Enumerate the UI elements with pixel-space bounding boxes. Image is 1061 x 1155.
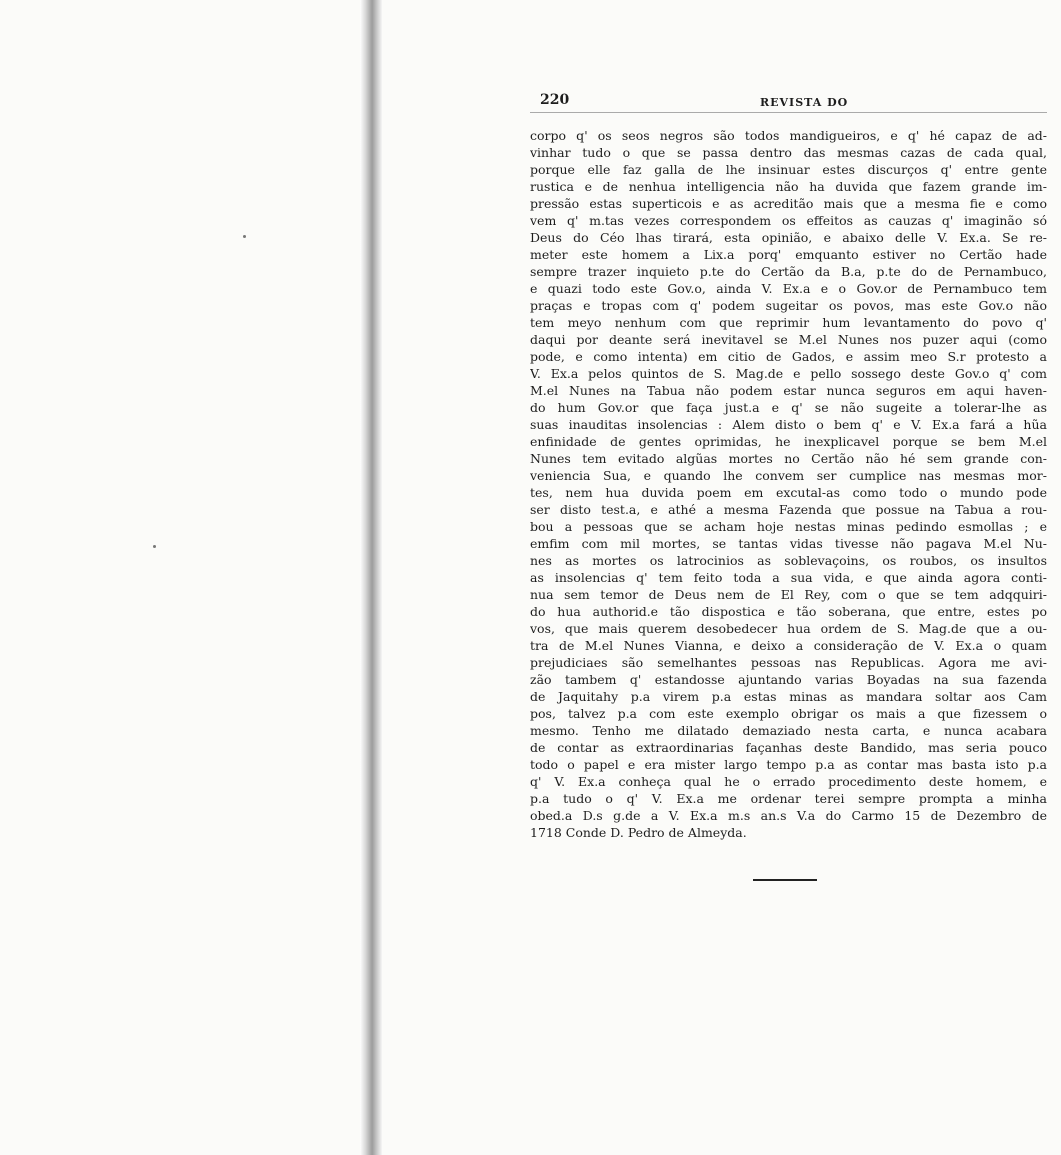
paper-speck [153,545,156,548]
text-line: V. Ex.a pelos quintos de S. Mag.de e pello sossego deste Gov.o q' com [530,366,1047,381]
text-line: e quazi todo este Gov.o, ainda V. Ex.a e o Gov.or de Pernambuco tem [530,281,1047,296]
text-line: pode, e como intenta) em citio de Gados, e assim meo S.r protesto a [530,349,1047,364]
text-line: Nunes tem evitado algũas mortes no Certão não hé sem grande con- [530,451,1047,466]
text-line: suas inauditas insolencias : Alem disto o bem q' e V. Ex.a fará a hũa [530,417,1047,432]
text-line: obed.a D.s g.de a V. Ex.a m.s an.s V.a do Carmo 15 de Dezembro de [530,808,1047,823]
text-line: emfim com mil mortes, se tantas vidas tivesse não pagava M.el Nu- [530,536,1047,551]
text-line: enfinidade de gentes oprimidas, he inexplicavel porque se bem M.el [530,434,1047,449]
text-line: bou a pessoas que se acham hoje nestas minas pedindo esmollas ; e [530,519,1047,534]
text-line: veniencia Sua, e quando lhe convem ser cumplice nas mesmas mor- [530,468,1047,483]
text-line: daqui por deante será inevitavel se M.el Nunes nos puzer aqui (como [530,332,1047,347]
text-line: rustica e de nenhua intelligencia não ha duvida que fazem grande im- [530,179,1047,194]
text-line: M.el Nunes na Tabua não podem estar nunca seguros em aqui haven- [530,383,1047,398]
text-line: todo o papel e era mister largo tempo p.a as contar mas basta isto p.a [530,757,1047,772]
text-line: porque elle faz galla de lhe insinuar estes discurços q' entre gente [530,162,1047,177]
running-head-title: REVISTA DO [760,96,849,109]
text-line: praças e tropas com q' podem sugeitar os povos, mas este Gov.o não [530,298,1047,313]
text-line: tes, nem hua duvida poem em excutal-as como todo o mundo pode [530,485,1047,500]
text-line: tra de M.el Nunes Vianna, e deixo a consideração de V. Ex.a o quam [530,638,1047,653]
text-line: pressão estas superticois e as acreditão mais que a mesma fie e como [530,196,1047,211]
text-line: vem q' m.tas vezes correspondem os effeitos as cauzas q' imaginão só [530,213,1047,228]
text-line: nua sem temor de Deus nem de El Rey, com o que se tem adqquiri- [530,587,1047,602]
text-line: de Jaquitahy p.a virem p.a estas minas as mandara soltar aos Cam [530,689,1047,704]
text-line: 1718 Conde D. Pedro de Almeyda. [530,825,747,840]
text-line: sempre trazer inquieto p.te do Certão da B.a, p.te do de Pernambuco, [530,264,1047,279]
text-line: q' V. Ex.a conheça qual he o errado procedimento deste homem, e [530,774,1047,789]
page-number: 220 [540,92,570,108]
text-line: prejudiciaes são semelhantes pessoas nas Republicas. Agora me avi- [530,655,1047,670]
text-line: do hum Gov.or que faça just.a e q' se não sugeite a tolerar-lhe as [530,400,1047,415]
book-gutter [360,0,382,1155]
closing-rule [753,879,817,881]
text-line: meter este homem a Lix.a porq' emquanto estiver no Certão hade [530,247,1047,262]
running-head [530,86,1047,113]
text-line: vos, que mais querem desobedecer hua ordem de S. Mag.de que a ou- [530,621,1047,636]
text-line: de contar as extraordinarias façanhas deste Bandido, mas seria pouco [530,740,1047,755]
document-page [530,86,1047,881]
text-line: p.a tudo o q' V. Ex.a me ordenar terei sempre prompta a minha [530,791,1047,806]
letter-body [530,127,1047,841]
text-line: ser disto test.a, e athé a mesma Fazenda que possue na Tabua a rou- [530,502,1047,517]
text-line: vinhar tudo o que se passa dentro das mesmas cazas de cada qual, [530,145,1047,160]
text-line: pos, talvez p.a com este exemplo obrigar os mais a que fizessem o [530,706,1047,721]
text-line: mesmo. Tenho me dilatado demaziado nesta carta, e nunca acabara [530,723,1047,738]
paper-speck [243,235,246,238]
text-line: do hua authorid.e tão dispostica e tão soberana, que entre, estes po [530,604,1047,619]
text-line: nes as mortes os latrocinios as soblevaçoins, os roubos, os insultos [530,553,1047,568]
text-line: Deus do Céo lhas tirará, esta opinião, e abaixo delle V. Ex.a. Se re- [530,230,1047,245]
text-line: corpo q' os seos negros são todos mandigueiros, e q' hé capaz de ad- [530,128,1047,143]
text-line: zão tambem q' estandosse ajuntando varias Boyadas na sua fazenda [530,672,1047,687]
text-line: tem meyo nenhum com que reprimir hum levantamento do povo q' [530,315,1047,330]
text-line: as insolencias q' tem feito toda a sua vida, e que ainda agora conti- [530,570,1047,585]
